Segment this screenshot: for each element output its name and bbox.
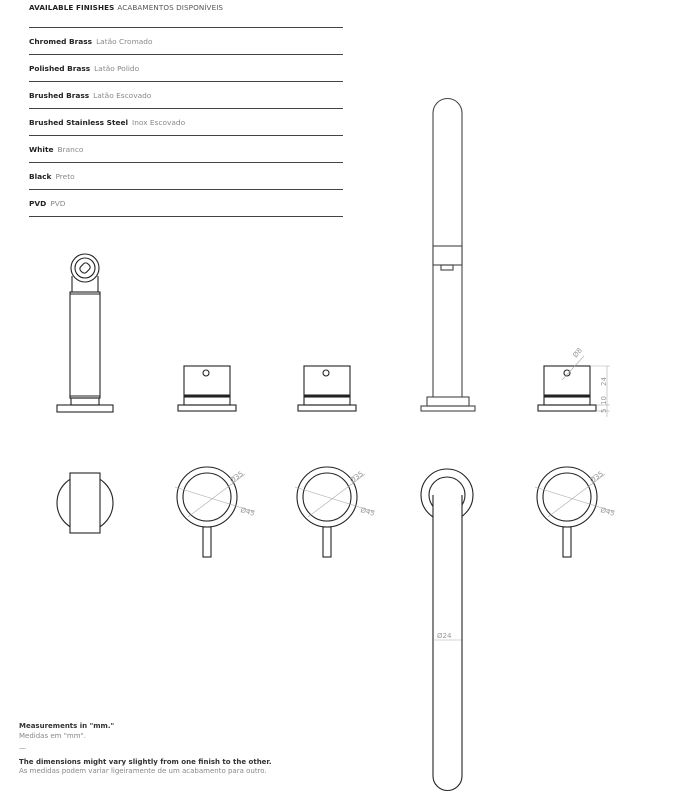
- dim-inner-diameter: Ø35: [228, 469, 245, 485]
- hand-shower-elevation: [57, 254, 113, 412]
- finish-name-pt: PVD: [50, 198, 66, 208]
- finishes-title-pt: ACABAMENTOS DISPONÍVEIS: [117, 3, 224, 12]
- finish-name-en: PVD: [29, 198, 47, 208]
- finish-name-pt: Inox Escovado: [132, 117, 186, 127]
- mixer-plan-1: [175, 467, 255, 557]
- mixer-elevation-3: [538, 347, 610, 417]
- finish-name-en: Brushed Stainless Steel: [29, 117, 129, 127]
- measurements-note-pt: Medidas em "mm".: [19, 731, 86, 740]
- dim-hole: Ø8: [571, 346, 584, 360]
- dim-handle-height: 24: [600, 377, 608, 386]
- finish-name-en: Black: [29, 171, 52, 181]
- dim-spout-diameter: Ø24: [437, 632, 452, 640]
- dim-outer-diameter: Ø45: [599, 506, 616, 518]
- finish-name-pt: Preto: [55, 171, 75, 181]
- spout-elevation: [421, 99, 475, 412]
- spout-plan: [421, 469, 473, 791]
- dim-collar-height: 10: [600, 396, 608, 405]
- dim-outer-diameter: Ø45: [359, 506, 376, 518]
- variation-note-pt: As medidas podem variar ligeiramente de um acabamento para outro.: [19, 767, 267, 775]
- dim-inner-diameter: Ø35: [348, 469, 365, 485]
- variation-note-en: The dimensions might vary slightly from one finish to the other.: [19, 757, 272, 766]
- notes: [19, 722, 272, 777]
- finishes-title-en: AVAILABLE FINISHES: [29, 3, 115, 12]
- measurements-note-en: Measurements in "mm.": [19, 722, 115, 730]
- separator: —: [19, 744, 26, 752]
- mixer-plan-2: [295, 467, 375, 557]
- finish-name-pt: Latão Escovado: [93, 90, 152, 100]
- hand-shower-plan: [57, 473, 113, 533]
- mixer-plan-3: [535, 467, 615, 557]
- dim-inner-diameter: Ø35: [588, 469, 605, 485]
- finish-name-pt: Branco: [57, 144, 84, 154]
- finish-name-pt: Latão Cromado: [96, 36, 153, 46]
- finish-name-pt: Latão Polido: [94, 63, 140, 73]
- mixer-elevation-1: [178, 366, 236, 411]
- dim-base-height: 5: [600, 408, 608, 413]
- finish-name-en: Chromed Brass: [29, 36, 93, 46]
- dim-outer-diameter: Ø45: [239, 506, 256, 518]
- finish-name-en: Polished Brass: [29, 63, 91, 73]
- finish-name-en: Brushed Brass: [29, 90, 90, 100]
- finish-name-en: White: [29, 144, 54, 154]
- mixer-elevation-2: [298, 366, 356, 411]
